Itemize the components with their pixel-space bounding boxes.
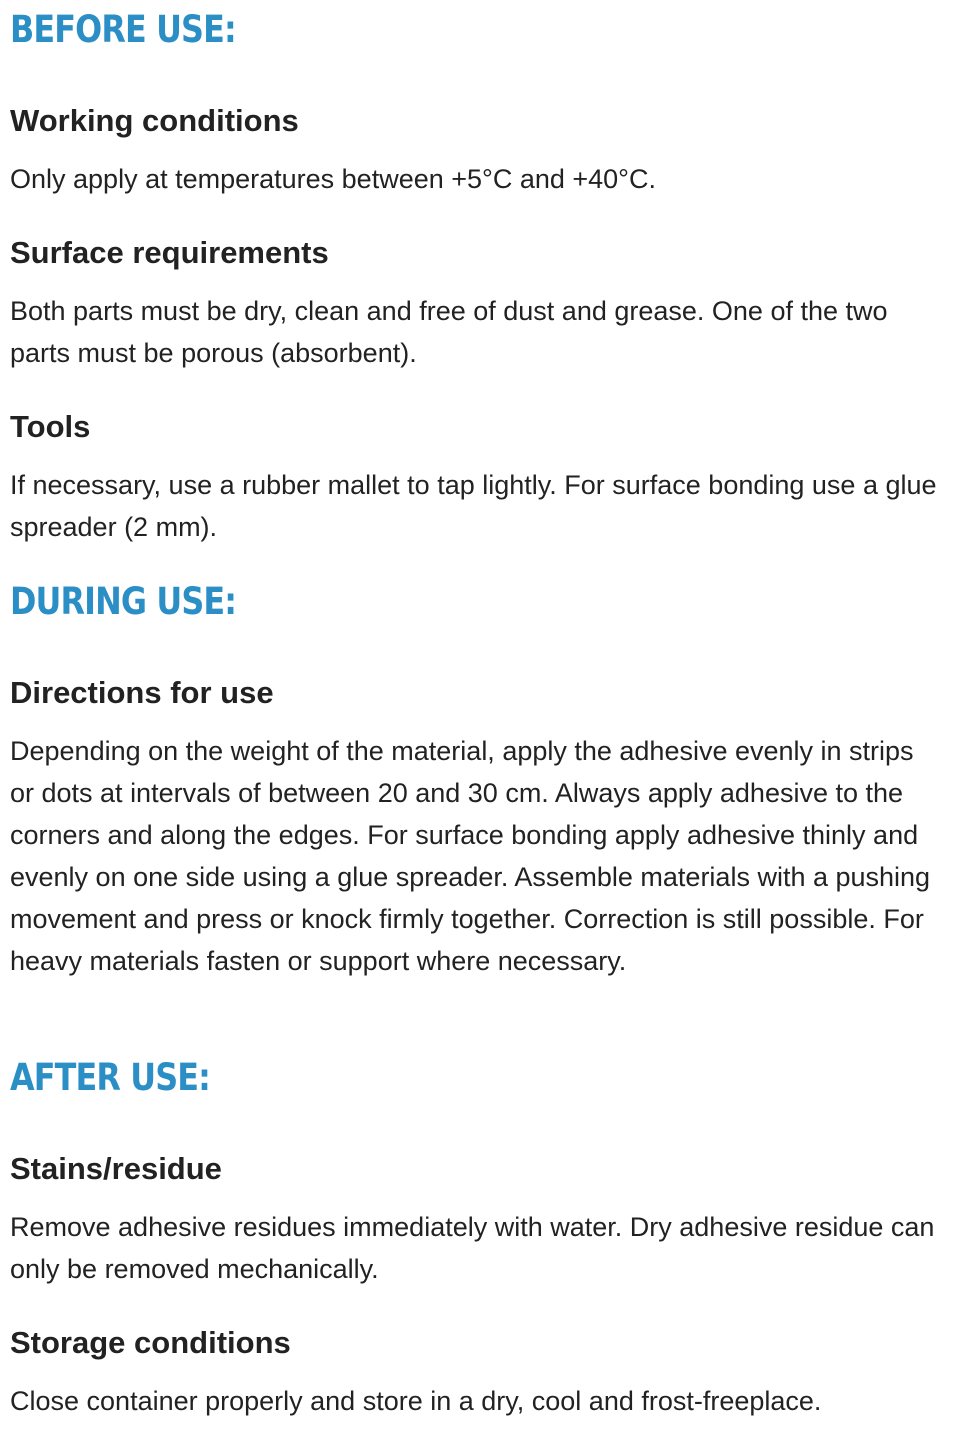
- heading-storage-conditions: Storage conditions: [10, 1325, 291, 1360]
- text-working-conditions: Only apply at temperatures between +5°C and +40°C.: [10, 164, 656, 194]
- section-title-before-use: BEFORE USE:: [10, 8, 236, 51]
- text-storage-conditions: Close container properly and store in a dry, cool and frost-freeplace.: [10, 1386, 822, 1416]
- heading-stains-residue: Stains/residue: [10, 1151, 222, 1186]
- section-title-after-use: AFTER USE:: [10, 1056, 211, 1099]
- heading-surface-requirements: Surface requirements: [10, 235, 329, 270]
- text-directions-for-use: Depending on the weight of the material, apply the adhesive evenly in strips or dots at intervals of between 20 and 30 cm. Always apply adhesive to the corners and along the edges. For surface bonding apply adhesive thinly and evenly on one side using a glue spreader. Assemble materials with a pushing movement and press or knock firmly together. Correction is still possible. For heavy materials fasten or support where necessary.: [10, 736, 931, 976]
- text-stains-residue: Remove adhesive residues immediately with water. Dry adhesive residue can only be removed mechanically.: [10, 1212, 935, 1284]
- heading-directions-for-use: Directions for use: [10, 675, 274, 710]
- section-title-during-use: DURING USE:: [10, 580, 237, 623]
- text-surface-requirements: Both parts must be dry, clean and free of dust and grease. One of the two parts must be porous (absorbent).: [10, 296, 888, 368]
- text-tools: If necessary, use a rubber mallet to tap lightly. For surface bonding use a glue spreader (2 mm).: [10, 470, 937, 542]
- heading-tools: Tools: [10, 409, 91, 444]
- heading-working-conditions: Working conditions: [10, 103, 299, 138]
